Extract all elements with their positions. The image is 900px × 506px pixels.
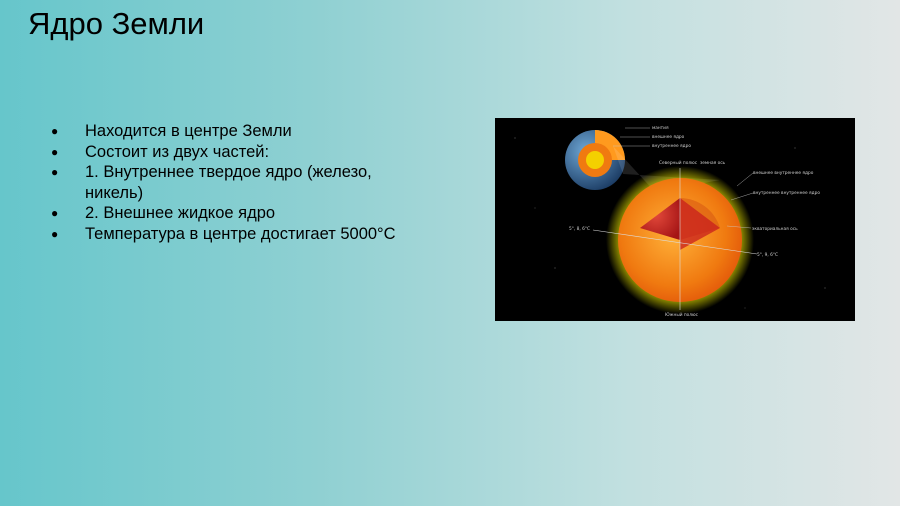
label-crust: мантия <box>652 126 669 131</box>
bullet-item: ● 2. Внешнее жидкое ядро <box>50 203 410 224</box>
bullet-item: ● Температура в центре достигает 5000°С <box>50 224 410 245</box>
bullet-list <box>50 121 410 244</box>
label-outer-core-right: внешнее внутреннее ядро <box>753 171 814 176</box>
label-equator: экваториальная ось <box>752 227 798 232</box>
label-outer-core: внешнее ядро <box>652 135 685 140</box>
earth-core-diagram <box>495 118 855 321</box>
bullet-item: ● 1. Внутреннее твердое ядро (железо, никель) <box>50 162 410 203</box>
label-north-pole: Северный полюс <box>659 161 698 166</box>
label-temp-left: 5°, 8, 6°С <box>569 227 590 232</box>
label-axis: земная ось <box>700 161 726 166</box>
slide-title: Ядро Земли <box>28 6 205 41</box>
label-inner-core: внутреннее ядро <box>652 144 691 149</box>
label-south-pole: Южный полюс <box>665 313 699 318</box>
label-inner-core-right: внутреннее внутреннее ядро <box>753 191 820 196</box>
label-temp-right: 5°, 9, 6°С <box>757 253 778 258</box>
bullet-item: ● Находится в центре Земли <box>50 121 410 142</box>
earth-core-illustration <box>495 118 855 321</box>
bullet-item: ● Состоит из двух частей: <box>50 142 410 163</box>
